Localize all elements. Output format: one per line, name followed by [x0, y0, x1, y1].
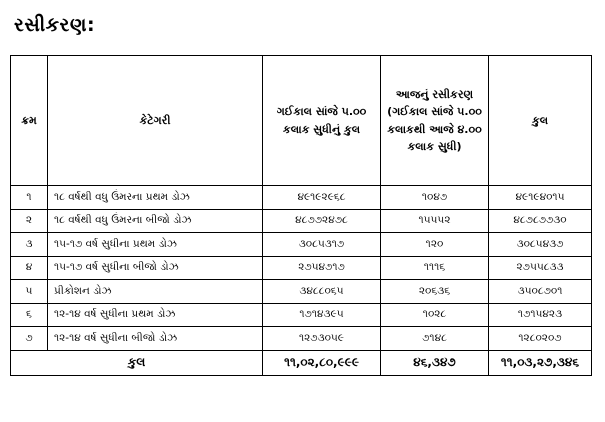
cell-yesterday: ૧૨૭૩૦૫૯: [263, 327, 381, 351]
cell-sr: ૩: [11, 233, 48, 257]
cell-total: ૧૭૧૫૪૨૩: [489, 303, 592, 327]
total-grand: ૧૧,૦૩,૨૭,૩૪૬: [489, 350, 592, 375]
cell-category: ૧૮ વર્ષથી વધુ ઉંમરના પ્રથમ ડોઝ: [48, 186, 263, 210]
cell-category: ૧૫-૧૭ વર્ષ સુધીના પ્રથમ ડોઝ: [48, 233, 263, 257]
cell-total: ૪૯૧૯૪૦૧૫: [489, 186, 592, 210]
total-today: ૪૬,૩૪૭: [381, 350, 489, 375]
cell-sr: ૫: [11, 280, 48, 304]
cell-total: ૨૭૫૫૮૩૩: [489, 256, 592, 280]
cell-sr: ૧: [11, 186, 48, 210]
cell-category: ૧૫-૧૭ વર્ષ સુધીના બીજો ડોઝ: [48, 256, 263, 280]
header-category: કેટેગરી: [48, 56, 263, 186]
cell-sr: ૭: [11, 327, 48, 351]
table-row: [11, 280, 592, 304]
cell-category: ૧૮ વર્ષથી વધુ ઉંમરના બીજો ડોઝ: [48, 209, 263, 233]
cell-total: ૪૮૭૮૭૭૩૦: [489, 209, 592, 233]
vaccination-table: [10, 55, 592, 376]
cell-yesterday: ૧૭૧૪૩૯૫: [263, 303, 381, 327]
table-row: [11, 327, 592, 351]
cell-sr: ૪: [11, 256, 48, 280]
table-row: [11, 303, 592, 327]
cell-category: પ્રીકોશન ડોઝ: [48, 280, 263, 304]
header-sr: ક્રમ: [11, 56, 48, 186]
cell-category: ૧૨-૧૪ વર્ષ સુધીના બીજો ડોઝ: [48, 327, 263, 351]
table-row: [11, 186, 592, 210]
cell-today: ૧૫૫૫૨: [381, 209, 489, 233]
header-today-vaccination: આજનું રસીકરણ (ગઈકાલ સાંજે ૫.૦૦ કલાકથી આજે ૪.૦૦ કલાક સુધી): [381, 56, 489, 186]
page-title: રસીકરણ:: [14, 14, 96, 36]
cell-yesterday: ૪૮૭૭૨૪૭૮: [263, 209, 381, 233]
cell-yesterday: ૨૭૫૪૭૧૭: [263, 256, 381, 280]
header-yesterday-total: ગઈકાલ સાંજે ૫.૦૦ કલાક સુધીનું કુલ: [263, 56, 381, 186]
table-row: [11, 209, 592, 233]
cell-sr: ૨: [11, 209, 48, 233]
total-label: કુલ: [11, 350, 263, 375]
cell-today: ૨૦૬૩૬: [381, 280, 489, 304]
cell-total: ૩૦૮૫૪૩૭: [489, 233, 592, 257]
cell-today: ૧૦૪૭: [381, 186, 489, 210]
header-total: કુલ: [489, 56, 592, 186]
cell-yesterday: ૩૦૮૫૩૧૭: [263, 233, 381, 257]
total-yesterday: ૧૧,૦૨,૮૦,૯૯૯: [263, 350, 381, 375]
cell-today: ૭૧૪૮: [381, 327, 489, 351]
cell-today: ૧૦૨૮: [381, 303, 489, 327]
cell-sr: ૬: [11, 303, 48, 327]
table-header-row: [11, 56, 592, 186]
cell-today: ૧૨૦: [381, 233, 489, 257]
cell-total: ૩૫૦૮૭૦૧: [489, 280, 592, 304]
cell-yesterday: ૩૪૮૮૦૬૫: [263, 280, 381, 304]
cell-yesterday: ૪૯૧૯૨૯૬૮: [263, 186, 381, 210]
table-row: [11, 256, 592, 280]
cell-category: ૧૨-૧૪ વર્ષ સુધીના પ્રથમ ડોઝ: [48, 303, 263, 327]
cell-total: ૧૨૮૦૨૦૭: [489, 327, 592, 351]
table-row: [11, 233, 592, 257]
cell-today: ૧૧૧૬: [381, 256, 489, 280]
table-total-row: [11, 350, 592, 375]
